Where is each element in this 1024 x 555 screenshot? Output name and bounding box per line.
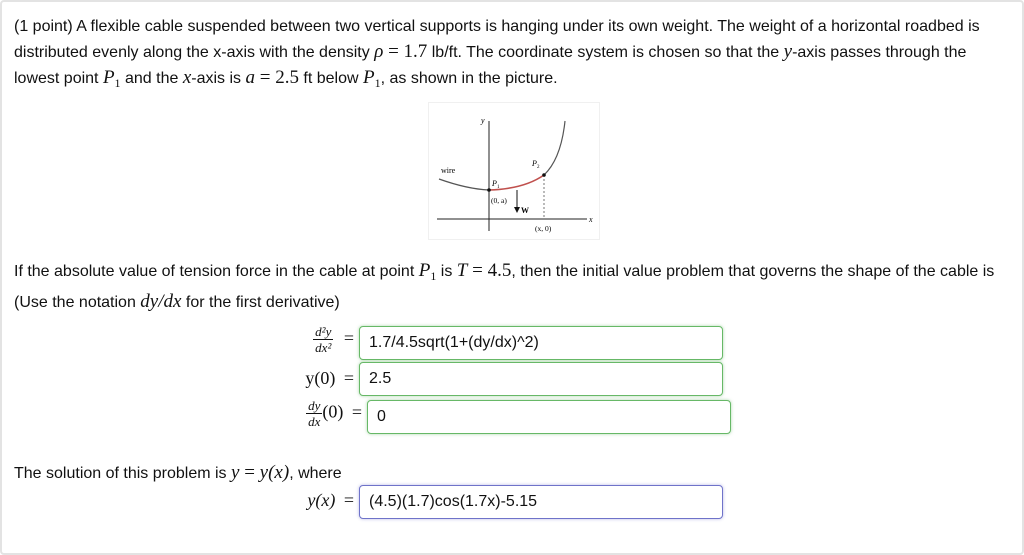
p1-label: P [492, 179, 497, 188]
p2-sub: 2 [537, 165, 540, 170]
point-x0-label: (x, 0) [535, 224, 552, 233]
second-derivative-label: $\frac{\text{d²y}}{\text{dx²}}$ = [315, 324, 354, 355]
first-derivative-fraction: $\frac{dy}{dx}$ [308, 398, 321, 429]
points-label: (1 point) [14, 18, 73, 35]
question-statement: If the absolute value of tension force in the cable at point $P_1$ is T = 4.5, then the initial value problem that governs the shape of the cable is (Use the notation dy/dx for the first derivative) [14, 260, 995, 313]
wire-label: wire [441, 166, 456, 175]
p1-sub: 1 [497, 185, 500, 190]
yx-label: y(x) = [307, 490, 354, 510]
x-axis-label: x [589, 215, 593, 224]
answer-field-y0[interactable]: 2.5 [359, 362, 723, 396]
derivative-notation: dy/dx [140, 291, 182, 313]
cable-left [439, 179, 489, 190]
answer-field-solution[interactable]: (4.5)(1.7)cos(1.7x)-5.15 [359, 485, 723, 519]
density-value: 1.7 [403, 41, 428, 62]
tension-value: 4.5 [487, 260, 512, 281]
weight-label: W [521, 206, 529, 215]
solution-statement: The solution of this problem is y = y(x), where [14, 462, 342, 483]
dy0-label: $\frac{dy}{dx}$ (0) = [308, 398, 362, 429]
cable-diagram-svg [429, 103, 599, 239]
point-0a-label: (0, a) [491, 196, 507, 205]
cable-right [544, 121, 565, 175]
cable-diagram [428, 102, 600, 240]
a-value: 2.5 [275, 67, 299, 88]
second-derivative-fraction: $\frac{\text{d²y}}{\text{dx²}}$ [315, 324, 332, 355]
weight-arrow-head [514, 207, 520, 213]
p2-label: P [532, 159, 537, 168]
point-p1 [487, 188, 491, 192]
point-p2 [542, 173, 546, 177]
answer-field-second-derivative[interactable]: 1.7/4.5sqrt(1+(dy/dx)^2) [359, 326, 723, 360]
y0-label: y(0) = [305, 368, 354, 388]
problem-statement: (1 point) A flexible cable suspended between two vertical supports is hanging under its own weight. The weight of a horizontal roadbed is distributed evenly along the x-axis with the density ρ = 1.7 lb/ft. The coordinate system is chosen so that the y-axis passes through the lowest point $P_1$ and the x-axis is a = 2.5 ft below $P_1$, as shown in the picture. [14, 18, 980, 91]
answer-field-dy0[interactable]: 0 [367, 400, 731, 434]
y-axis-label: y [481, 116, 485, 125]
